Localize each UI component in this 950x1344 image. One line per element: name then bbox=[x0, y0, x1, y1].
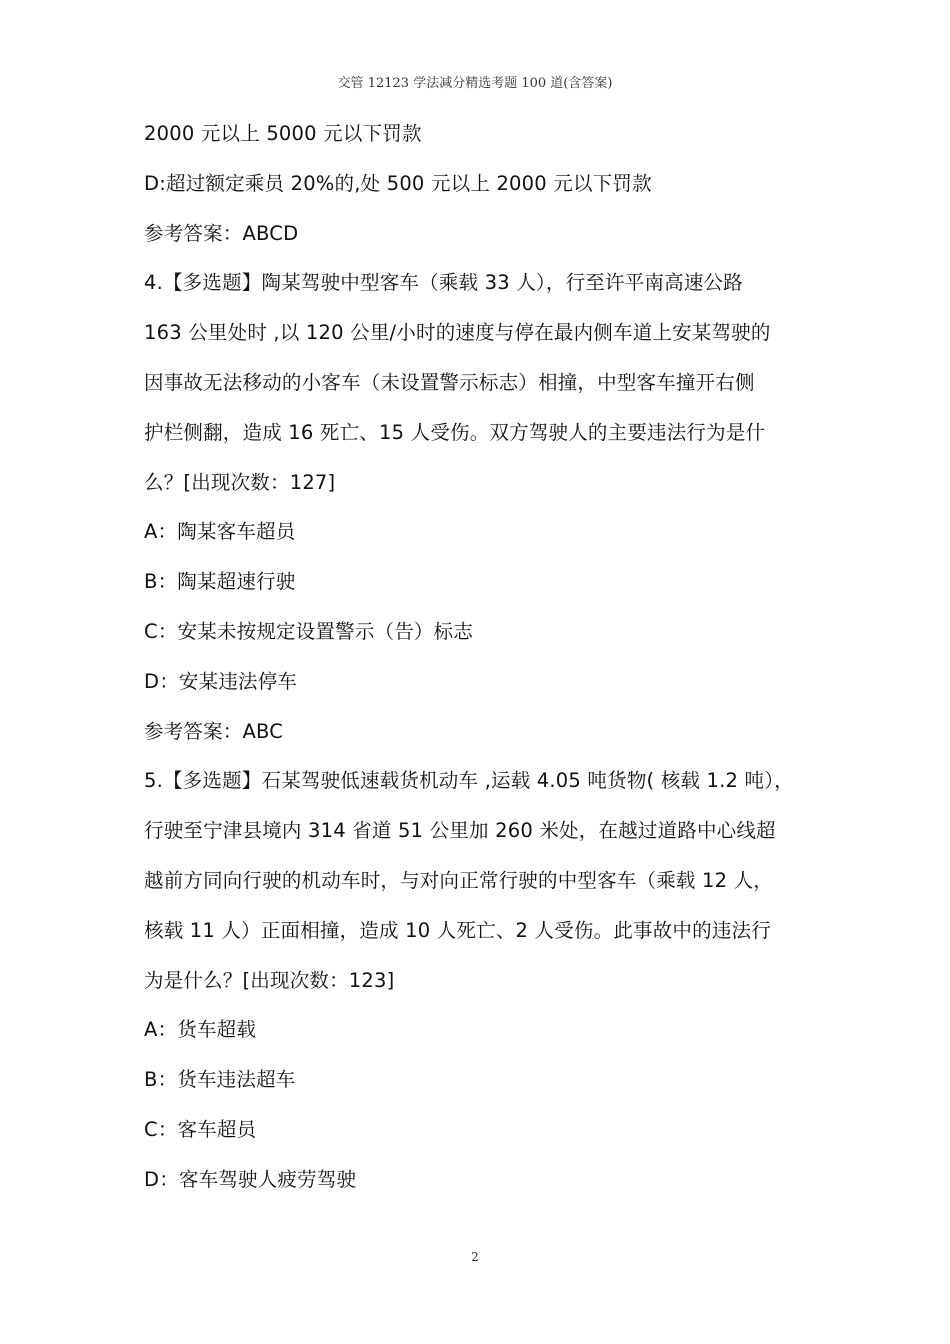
question-5-line: 为是什么？[出现次数：123] bbox=[144, 968, 395, 992]
question-5-line: 越前方同向行驶的机动车时，与对向正常行驶的中型客车（乘载 12 人， bbox=[144, 868, 774, 892]
answer-q3: 参考答案：ABCD bbox=[144, 221, 299, 245]
document-body bbox=[144, 118, 808, 1214]
option-d-text: D:超过额定乘员 20%的,处 500 元以上 2000 元以下罚款 bbox=[144, 171, 652, 195]
option-b-q5: B：货车违法超车 bbox=[144, 1068, 296, 1092]
option-d-q5: D：客车驾驶人疲劳驾驶 bbox=[144, 1167, 357, 1191]
page-header: 交管 12123 学法减分精选考题 100 道(含答案) bbox=[337, 76, 613, 91]
option-a-q5: A：货车超载 bbox=[144, 1018, 257, 1042]
option-b-q4: B：陶某超速行驶 bbox=[144, 570, 296, 594]
option-d-q4: D：安某违法停车 bbox=[144, 669, 298, 693]
option-c-q4: C：安某未按规定设置警示（告）标志 bbox=[144, 619, 474, 643]
question-5-line: 核载 11 人）正面相撞，造成 10 人死亡、2 人受伤。此事故中的违法行 bbox=[144, 918, 771, 942]
text-line: 2000 元以上 5000 元以下罚款 bbox=[144, 122, 422, 145]
question-4-line: 护栏侧翻，造成 16 死亡、15 人受伤。双方驾驶人的主要违法行为是什 bbox=[144, 420, 766, 444]
question-4-line: 么？[出现次数：127] bbox=[144, 470, 336, 494]
page-number: 2 bbox=[471, 1250, 479, 1264]
question-4-line: 163 公里处时 ,以 120 公里/小时的速度与停在最内侧车道上安某驾驶的 bbox=[144, 321, 771, 345]
question-5-line: 5.【多选题】石某驾驶低速载货机动车 ,运载 4.05 吨货物( 核载 1.2 吨）， bbox=[144, 769, 794, 793]
question-5-line: 行驶至宁津县境内 314 省道 51 公里加 260 米处，在越过道路中心线超 bbox=[144, 819, 776, 843]
option-c-q5: C：客车超员 bbox=[144, 1117, 257, 1141]
question-4-line: 4.【多选题】陶某驾驶中型客车（乘载 33 人），行至许平南高速公路 bbox=[144, 271, 743, 295]
answer-q4: 参考答案：ABC bbox=[144, 719, 284, 743]
question-4-line: 因事故无法移动的小客车（未设置警示标志）相撞，中型客车撞开右侧 bbox=[144, 370, 755, 394]
option-a-q4: A：陶某客车超员 bbox=[144, 520, 296, 544]
